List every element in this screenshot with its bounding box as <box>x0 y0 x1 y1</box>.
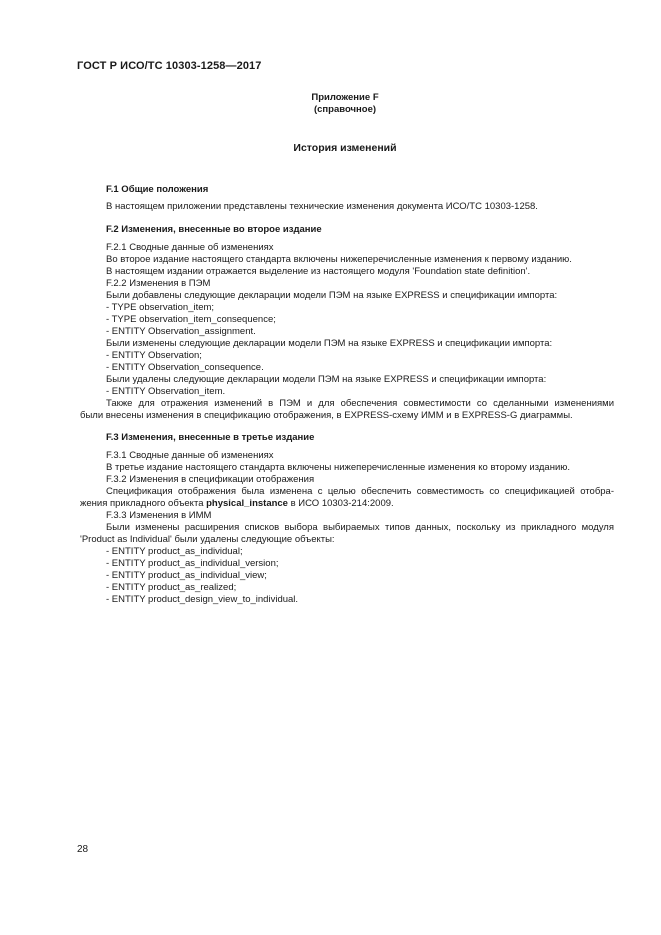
text-line: Были удалены следующие декларации модели ПЭМ на языке EXPRESS и спецификации импорта: <box>106 374 547 385</box>
text-span: жения прикладного объекта <box>80 498 207 509</box>
list-item: - TYPE observation_item; <box>106 302 215 313</box>
section-heading-f2: F.2 Изменения, внесенные во второе издание <box>106 224 322 235</box>
appendix-note: (справочное) <box>313 104 377 115</box>
text-span: в ИСО 10303-214:2009. <box>287 498 394 509</box>
text-line: Были изменены следующие декларации модели ПЭМ на языке EXPRESS и спецификации импорта: <box>106 338 553 349</box>
page-title: История изменений <box>293 142 397 154</box>
document-header: ГОСТ Р ИСО/ТС 10303-1258—2017 <box>77 60 262 72</box>
appendix-label: Приложение F <box>311 92 379 103</box>
section-heading-f3: F.3 Изменения, внесенные в третье издание <box>106 432 315 443</box>
section-f1-text: В настоящем приложении представлены технические изменения документа ИСО/ТС 10303-1258. <box>106 201 538 212</box>
paragraph-line: 'Product as Individual' были удалены следующие объекты: <box>80 534 335 545</box>
paragraph-line: Были изменены расширения списков выбора выбираемых типов данных, поскольку из прикладного модуля <box>106 522 614 533</box>
page-number: 28 <box>77 844 89 855</box>
list-item: - ENTITY product_as_realized; <box>106 582 237 593</box>
text-line: В настоящем издании отражается выделение из настоящего модуля 'Foundation state definition'. <box>106 266 531 277</box>
paragraph-line: Также для отражения изменений в ПЭМ и для обеспечения совместимости со сделанными изменениями <box>106 398 614 409</box>
list-item: - ENTITY Observation; <box>106 350 202 361</box>
text-line: F.3.1 Сводные данные об изменениях <box>106 450 274 461</box>
paragraph-line: Спецификация отображения была изменена с целью обеспечить совместимость со спецификацией отобра- <box>106 486 614 497</box>
list-item: - ENTITY product_as_individual_view; <box>106 570 267 581</box>
text-line: F.2.2 Изменения в ПЭМ <box>106 278 211 289</box>
list-item: - ENTITY Observation_item. <box>106 386 226 397</box>
text-line: Во второе издание настоящего стандарта включены нижеперечисленные изменения к первому изданию. <box>106 254 572 265</box>
text-line: Были добавлены следующие декларации модели ПЭМ на языке EXPRESS и спецификации импорта: <box>106 290 558 301</box>
text-line: F.3.2 Изменения в спецификации отображения <box>106 474 315 485</box>
list-item: - ENTITY product_as_individual; <box>106 546 243 557</box>
section-heading-f1: F.1 Общие положения <box>106 184 209 195</box>
paragraph-line: были внесены изменения в спецификацию отображения, в EXPRESS-схему ИММ и в EXPRESS-G диаграммы. <box>80 410 573 421</box>
list-item: - ENTITY product_as_individual_version; <box>106 558 279 569</box>
object-name: physical_instance <box>206 498 288 509</box>
subsection-heading: F.3.3 Изменения в ИММ <box>106 510 212 521</box>
list-item: - ENTITY product_design_view_to_individual. <box>106 594 299 605</box>
list-item: - ENTITY Observation_consequence. <box>106 362 264 373</box>
text-line: В третье издание настоящего стандарта включены нижеперечисленные изменения ко второму изданию. <box>106 462 571 473</box>
paragraph-line <box>80 498 394 510</box>
list-item: - ENTITY Observation_assignment. <box>106 326 256 337</box>
text-line: F.2.1 Сводные данные об изменениях <box>106 242 274 253</box>
list-item: - TYPE observation_item_consequence; <box>106 314 276 325</box>
